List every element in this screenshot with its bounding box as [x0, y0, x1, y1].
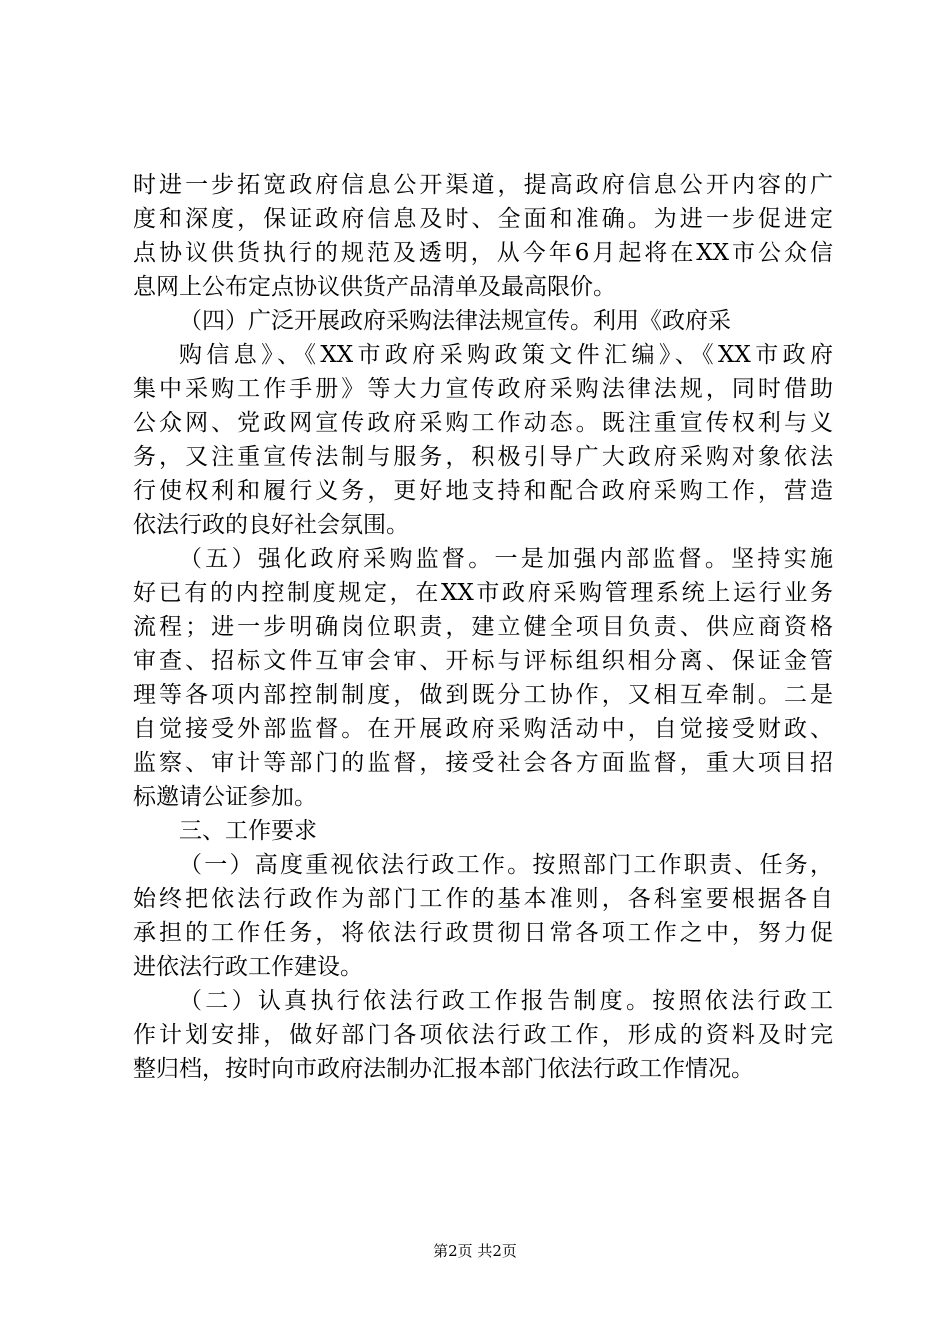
body-line: 作计划安排，做好部门各项依法行政工作，形成的资料及时完: [133, 1022, 833, 1048]
page-number: 第2页 共2页: [433, 1242, 517, 1260]
body-line: 始终把依法行政作为部门工作的基本准则，各科室要根据各自: [133, 886, 833, 912]
body-line: 息网上公布定点协议供货产品清单及最高限价。: [133, 274, 616, 300]
body-line: 行使权利和履行义务，更好地支持和配合政府采购工作，营造: [133, 478, 833, 504]
body-line: 依法行政的良好社会氛围。: [133, 512, 409, 538]
body-line: 集中采购工作手册》等大力宣传政府采购法律法规，同时借助: [133, 376, 833, 402]
section-heading-5: （五）强化政府采购监督。一是加强内部监督。坚持实施: [179, 546, 833, 572]
body-line: 理等各项内部控制制度，做到既分工协作，又相互牵制。二是: [133, 682, 833, 708]
body-line: 购信息》、《XX市政府采购政策文件汇编》、《XX市政府: [179, 342, 833, 368]
subsection-heading-2: （二）认真执行依法行政工作报告制度。按照依法行政工: [179, 988, 833, 1014]
body-line: 流程；进一步明确岗位职责，建立健全项目负责、供应商资格: [133, 614, 833, 640]
body-line: 审查、招标文件互审会审、开标与评标组织相分离、保证金管: [133, 648, 833, 674]
section-heading-4: （四）广泛开展政府采购法律法规宣传。利用《政府采: [179, 308, 731, 334]
body-line: 时进一步拓宽政府信息公开渠道，提高政府信息公开内容的广: [133, 172, 833, 198]
document-body: [133, 168, 833, 1086]
subsection-heading-1: （一）高度重视依法行政工作。按照部门工作职责、任务，: [179, 852, 833, 878]
page-footer: [0, 1241, 950, 1261]
body-line: 监察、审计等部门的监督，接受社会各方面监督，重大项目招: [133, 750, 833, 776]
body-line: 承担的工作任务，将依法行政贯彻日常各项工作之中，努力促: [133, 920, 833, 946]
body-line: 好已有的内控制度规定，在XX市政府采购管理系统上运行业务: [133, 580, 833, 606]
body-line: 整归档，按时向市政府法制办汇报本部门依法行政工作情况。: [133, 1056, 754, 1082]
body-line: 公众网、党政网宣传政府采购工作动态。既注重宣传权利与义: [133, 410, 833, 436]
body-line: 进依法行政工作建设。: [133, 954, 363, 980]
body-line: 点协议供货执行的规范及透明，从今年6月起将在XX市公众信: [133, 240, 833, 266]
section-heading-3: 三、工作要求: [179, 818, 317, 844]
body-line: 标邀请公证参加。: [133, 784, 317, 810]
body-line: 自觉接受外部监督。在开展政府采购活动中，自觉接受财政、: [133, 716, 833, 742]
body-line: 务，又注重宣传法制与服务，积极引导广大政府采购对象依法: [133, 444, 833, 470]
body-line: 度和深度，保证政府信息及时、全面和准确。为进一步促进定: [133, 206, 833, 232]
